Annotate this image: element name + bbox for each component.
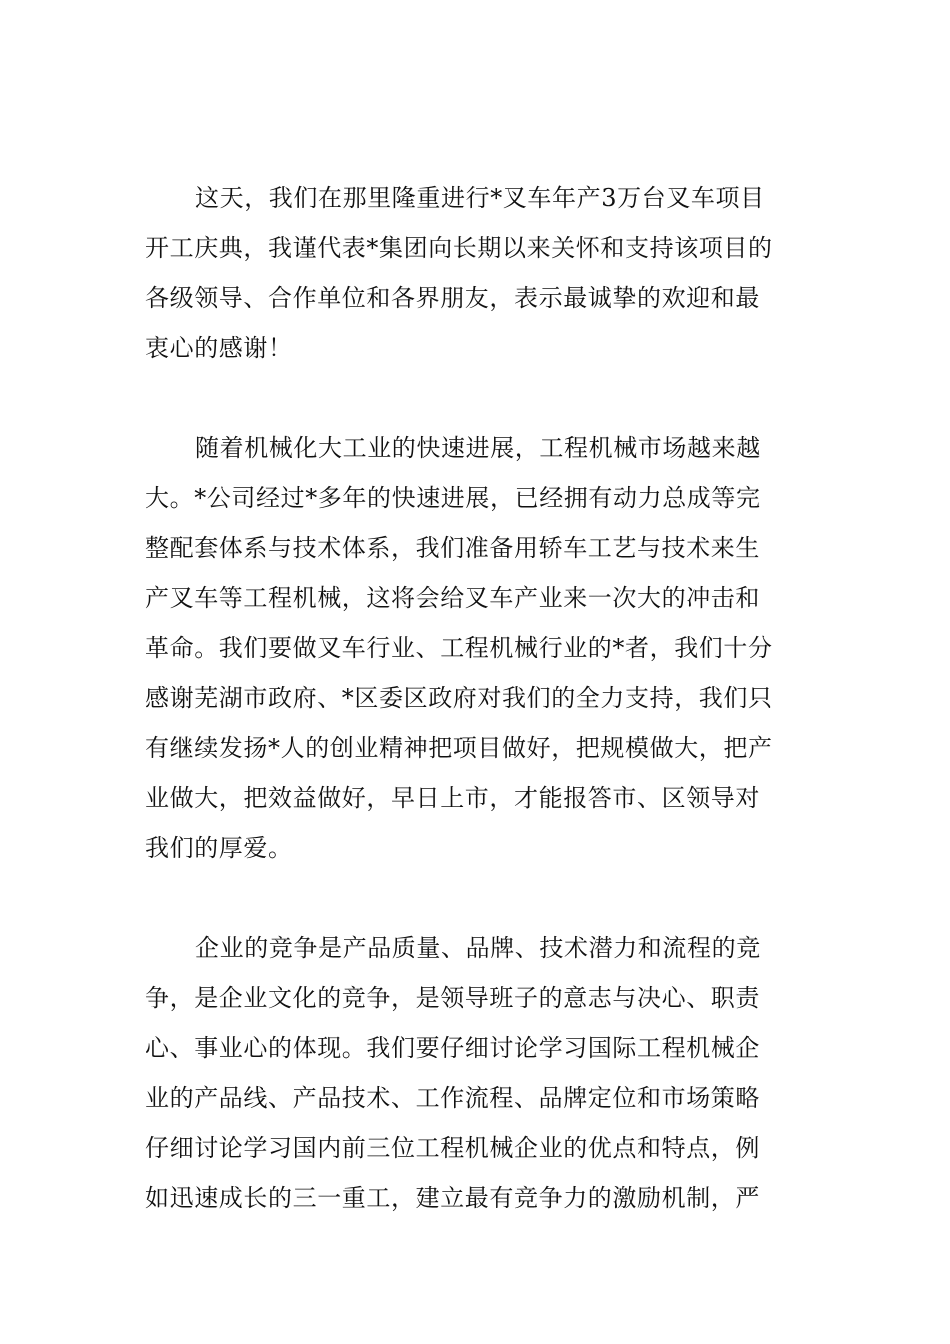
paragraph-line: 革命。我们要做叉车行业、工程机械行业的*者，我们十分 bbox=[145, 634, 773, 662]
paragraph-line: 业的产品线、产品技术、工作流程、品牌定位和市场策略 bbox=[145, 1084, 760, 1112]
paragraph-line: 感谢芜湖市政府、*区委区政府对我们的全力支持，我们只 bbox=[145, 684, 773, 712]
paragraph-line: 产叉车等工程机械，这将会给叉车产业来一次大的冲击和 bbox=[145, 584, 760, 612]
paragraph-line: 这天，我们在那里隆重进行*叉车年产3万台叉车项目 bbox=[195, 184, 765, 212]
paragraph-line: 仔细讨论学习国内前三位工程机械企业的优点和特点，例 bbox=[145, 1134, 760, 1162]
paragraph-line: 争，是企业文化的竞争，是领导班子的意志与决心、职责 bbox=[145, 984, 760, 1012]
paragraph-2 bbox=[145, 423, 807, 873]
paragraph-line: 大。*公司经过*多年的快速进展，已经拥有动力总成等完 bbox=[145, 484, 761, 512]
paragraph-line: 随着机械化大工业的快速进展，工程机械市场越来越 bbox=[195, 434, 761, 462]
paragraph-1 bbox=[145, 173, 807, 373]
paragraph-line: 有继续发扬*人的创业精神把项目做好，把规模做大，把产 bbox=[145, 734, 773, 762]
paragraph-line: 整配套体系与技术体系，我们准备用轿车工艺与技术来生 bbox=[145, 534, 760, 562]
paragraph-line: 如迅速成长的三一重工，建立最有竞争力的激励机制，严 bbox=[145, 1184, 760, 1212]
paragraph-line: 业做大，把效益做好，早日上市，才能报答市、区领导对 bbox=[145, 784, 760, 812]
document-page bbox=[145, 173, 807, 1223]
paragraph-spacer bbox=[145, 873, 807, 923]
paragraph-3 bbox=[145, 923, 807, 1223]
paragraph-line: 我们的厚爱。 bbox=[145, 834, 293, 862]
paragraph-line: 心、事业心的体现。我们要仔细讨论学习国际工程机械企 bbox=[145, 1034, 760, 1062]
paragraph-line: 企业的竞争是产品质量、品牌、技术潜力和流程的竞 bbox=[195, 934, 761, 962]
paragraph-spacer bbox=[145, 373, 807, 423]
paragraph-line: 开工庆典，我谨代表*集团向长期以来关怀和支持该项目的 bbox=[145, 234, 773, 262]
paragraph-line: 各级领导、合作单位和各界朋友，表示最诚挚的欢迎和最 bbox=[145, 284, 760, 312]
paragraph-line: 衷心的感谢！ bbox=[145, 334, 293, 362]
